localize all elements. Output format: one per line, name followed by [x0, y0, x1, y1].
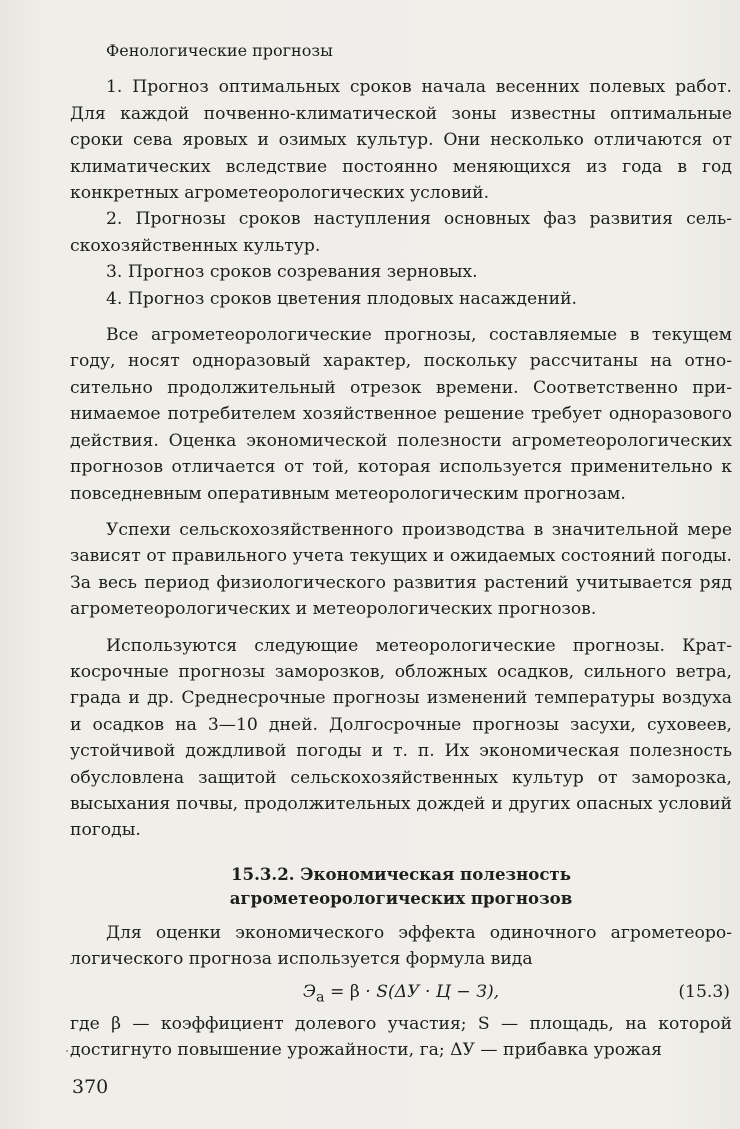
formula-equals: = [324, 981, 350, 1002]
equation-number: (15.3) [678, 981, 730, 1002]
list-item-4: 4. Прогноз сроков цветения плодовых насаждений. [106, 288, 577, 309]
list-item-2: 2. Прогнозы сроков наступления основных фаз развития сельскохозяйственных культур. [70, 209, 732, 256]
subheading-phenological: Фенологические прогнозы [106, 41, 333, 60]
paragraph-formula-intro: Для оценки экономического эффекта одиночного агрометеорологического прогноза используется формула вида [70, 922, 732, 970]
page-number: 370 [72, 1076, 109, 1098]
text-column [70, 38, 732, 1063]
list-item-1: 1. Прогноз оптимальных сроков начала весенних полевых работ. Для каждой почвенно-климатической зоны известны оптимальные сроки сева яровых и озимых культур. Они несколько отличаются от климатических вследствие постоянно меняющихся из года в год конкретных агрометеорологических условий. [70, 77, 732, 204]
paragraph-agriculture-success: Успехи сельскохозяйственного производства в значительной мере зависят от правильного учета текущих и ожидаемых состояний погоды. За весь период физиологического развития растений учитывается ряд агрометеорологических и метеорологических прогнозов. [70, 519, 732, 620]
section-heading [70, 862, 732, 910]
formula-rhs: · S(ΔУ · Ц − З), [359, 981, 500, 1002]
margin-dot [66, 1050, 68, 1052]
formula-subscript: а [316, 989, 325, 1006]
formula-15-3 [70, 979, 732, 1011]
formula-beta: β [349, 981, 360, 1002]
section-heading-line-1: 15.3.2. Экономическая полезность [231, 863, 571, 884]
paragraph-meteo-forecasts: Используются следующие метеорологические прогнозы. Краткосрочные прогнозы заморозков, обложных осадков, сильного ветра, града и др. Среднесрочные прогнозы изменений температуры воздуха и осадков на 3—10 дней. Долгосрочные прогнозы засухи, суховеев, устойчивой дождливой погоды и т. п. Их экономическая полезность обусловлена защитой сельскохозяйственных культур от заморозка, высыхания почвы, продолжительных дождей и других опасных условий погоды. [70, 635, 732, 841]
formula-lhs: Э [302, 981, 317, 1002]
formula-row [70, 979, 732, 1007]
list-item-3: 3. Прогноз сроков созревания зерновых. [106, 262, 478, 283]
paragraph-agromet-forecasts: Все агрометеорологические прогнозы, составляемые в текущем году, носят одноразовый характер, поскольку рассчитаны на относительно продолжительный отрезок времени. Соответственно принимаемое потребителем хозяйственное решение требует одноразового действия. Оценка экономической полезности агрометеорологических прогнозов отличается от той, которая используется применительно к повседневным оперативным метеорологическим прогнозам. [70, 325, 732, 504]
paragraph-formula-explanation: где β — коэффициент долевого участия; S — площадь, на которой достигнуто повышение урожайности, га; ΔУ — прибавка урожая [70, 1013, 732, 1060]
section-heading-line-2: агрометеорологических прогнозов [229, 887, 573, 908]
